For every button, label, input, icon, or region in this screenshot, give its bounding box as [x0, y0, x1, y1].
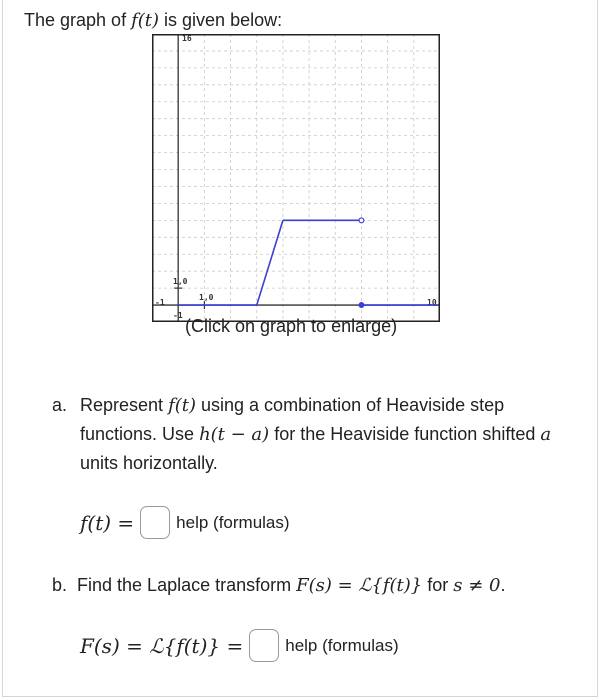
tick-label-y-top: 16: [182, 34, 192, 43]
grid-lines: [152, 34, 440, 322]
part-b-lhs: F(s) = ℒ{f(t)} =: [80, 633, 244, 658]
part-b: b. Find the Laplace transform F(s) = ℒ{f(t)} for s ≠ 0.: [52, 575, 506, 596]
tick-label-x-left: -1: [155, 298, 165, 307]
tick-labels: [155, 34, 437, 320]
part-a-text: Represent f(t) using a combination of Heaviside step functions. Use h(t − a) for the Heaviside function shifted a units horizontally.: [80, 395, 552, 473]
part-b-answer-row: [80, 629, 399, 662]
axes: [152, 34, 440, 322]
part-a-answer-input[interactable]: [140, 506, 170, 539]
open-point: [359, 218, 364, 223]
intro-function: f(t): [131, 10, 160, 31]
plot-border: [153, 35, 440, 322]
tick-label-y-bottom: -1: [173, 311, 183, 320]
part-b-help-link[interactable]: help (formulas): [285, 635, 399, 655]
tick-label-x-right: 10: [427, 298, 437, 307]
tick-label-y-mid: 1,0: [173, 277, 188, 286]
part-a-answer-row: [80, 506, 290, 539]
part-b-answer-input[interactable]: [249, 629, 279, 662]
closed-point: [359, 303, 364, 308]
enlarge-graph-link[interactable]: (Click on graph to enlarge): [185, 316, 398, 336]
part-a-help-link[interactable]: help (formulas): [176, 512, 290, 532]
graph-segment: [257, 220, 283, 305]
tick-label-x-mid: 1,0: [199, 293, 214, 302]
graph-thumbnail[interactable]: [152, 34, 440, 322]
part-b-label: b.: [52, 575, 68, 595]
intro-text: The graph of f(t) is given below:: [24, 10, 283, 31]
function-graph[interactable]: [152, 34, 440, 322]
part-a-label: a.: [52, 395, 68, 415]
part-a-lhs: f(t) =: [80, 510, 135, 535]
